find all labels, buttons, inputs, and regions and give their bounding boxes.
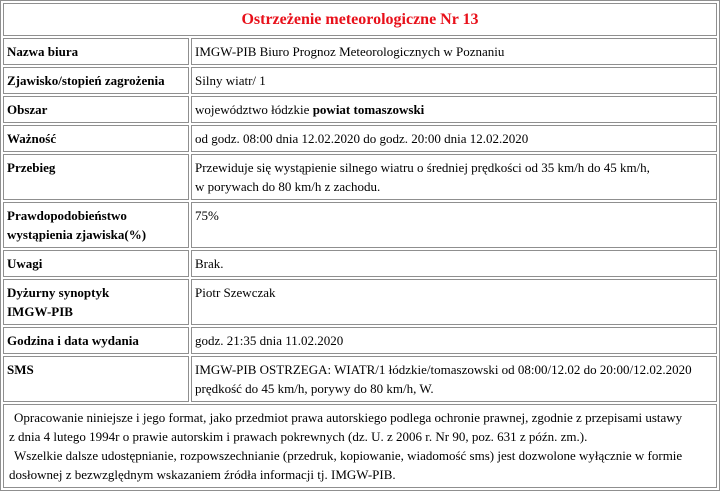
probability-row — [3, 202, 717, 248]
area-label: Obszar — [3, 96, 189, 123]
sms-label: SMS — [3, 356, 189, 402]
sms-row — [3, 356, 717, 402]
copyright-line-2: z dnia 4 lutego 1994r o prawie autorskim i prawach pokrewnych (dz. U. z 2006 r. Nr 90, poz. 631 z późn. zm.). — [9, 429, 588, 444]
course-row — [3, 154, 717, 200]
remarks-label: Uwagi — [3, 250, 189, 277]
remarks-value: Brak. — [191, 250, 717, 277]
area-county: powiat tomaszowski — [312, 102, 425, 117]
probability-label-line-2: wystąpienia zjawiska(%) — [7, 227, 147, 242]
footer-row — [3, 404, 717, 488]
warning-title: Ostrzeżenie meteorologiczne Nr 13 — [241, 11, 479, 28]
copyright-notice — [3, 404, 717, 488]
remarks-row — [3, 250, 717, 277]
forecaster-value: Piotr Szewczak — [191, 279, 717, 325]
phenomenon-row — [3, 67, 717, 94]
course-value — [191, 154, 717, 200]
area-voivodeship: województwo łódzkie — [195, 102, 310, 117]
copyright-line-1: Opracowanie niniejsze i jego format, jako przedmiot prawa autorskiego podlega ochronie prawnej, zgodnie z przepisami ustawy — [14, 410, 683, 425]
issued-label: Godzina i data wydania — [3, 327, 189, 354]
title-row — [3, 3, 717, 36]
forecaster-label-line-1: Dyżurny synoptyk — [7, 285, 110, 300]
probability-label — [3, 202, 189, 248]
distribution-line-2: dosłownej z bezwzględnym wskazaniem źródła informacji tj. IMGW-PIB. — [9, 467, 396, 482]
phenomenon-value: Silny wiatr/ 1 — [191, 67, 717, 94]
forecaster-label — [3, 279, 189, 325]
validity-value: od godz. 08:00 dnia 12.02.2020 do godz. 20:00 dnia 12.02.2020 — [191, 125, 717, 152]
forecaster-row — [3, 279, 717, 325]
course-line-2: w porywach do 80 km/h z zachodu. — [195, 179, 381, 194]
validity-label: Ważność — [3, 125, 189, 152]
sms-line-2: prędkość do 45 km/h, porywy do 80 km/h, W. — [195, 381, 434, 396]
forecaster-label-line-2: IMGW-PIB — [7, 304, 73, 319]
office-value: IMGW-PIB Biuro Prognoz Meteorologicznych w Poznaniu — [191, 38, 717, 65]
warning-title-cell — [3, 3, 717, 36]
course-label: Przebieg — [3, 154, 189, 200]
area-value — [191, 96, 717, 123]
area-row — [3, 96, 717, 123]
validity-row — [3, 125, 717, 152]
course-line-1: Przewiduje się wystąpienie silnego wiatru o średniej prędkości od 35 km/h do 45 km/h, — [195, 160, 650, 175]
office-label: Nazwa biura — [3, 38, 189, 65]
probability-value: 75% — [191, 202, 717, 248]
issued-row — [3, 327, 717, 354]
sms-line-1: IMGW-PIB OSTRZEGA: WIATR/1 łódzkie/tomaszowski od 08:00/12.02 do 20:00/12.02.2020 — [195, 362, 692, 377]
phenomenon-label: Zjawisko/stopień zagrożenia — [3, 67, 189, 94]
distribution-line-1: Wszelkie dalsze udostępnianie, rozpowszechnianie (przedruk, kopiowanie, wiadomość sms) jest dozwolone wyłącznie w formie — [14, 448, 683, 463]
sms-value — [191, 356, 717, 402]
probability-label-line-1: Prawdopodobieństwo — [7, 208, 127, 223]
issued-value: godz. 21:35 dnia 11.02.2020 — [191, 327, 717, 354]
office-row — [3, 38, 717, 65]
